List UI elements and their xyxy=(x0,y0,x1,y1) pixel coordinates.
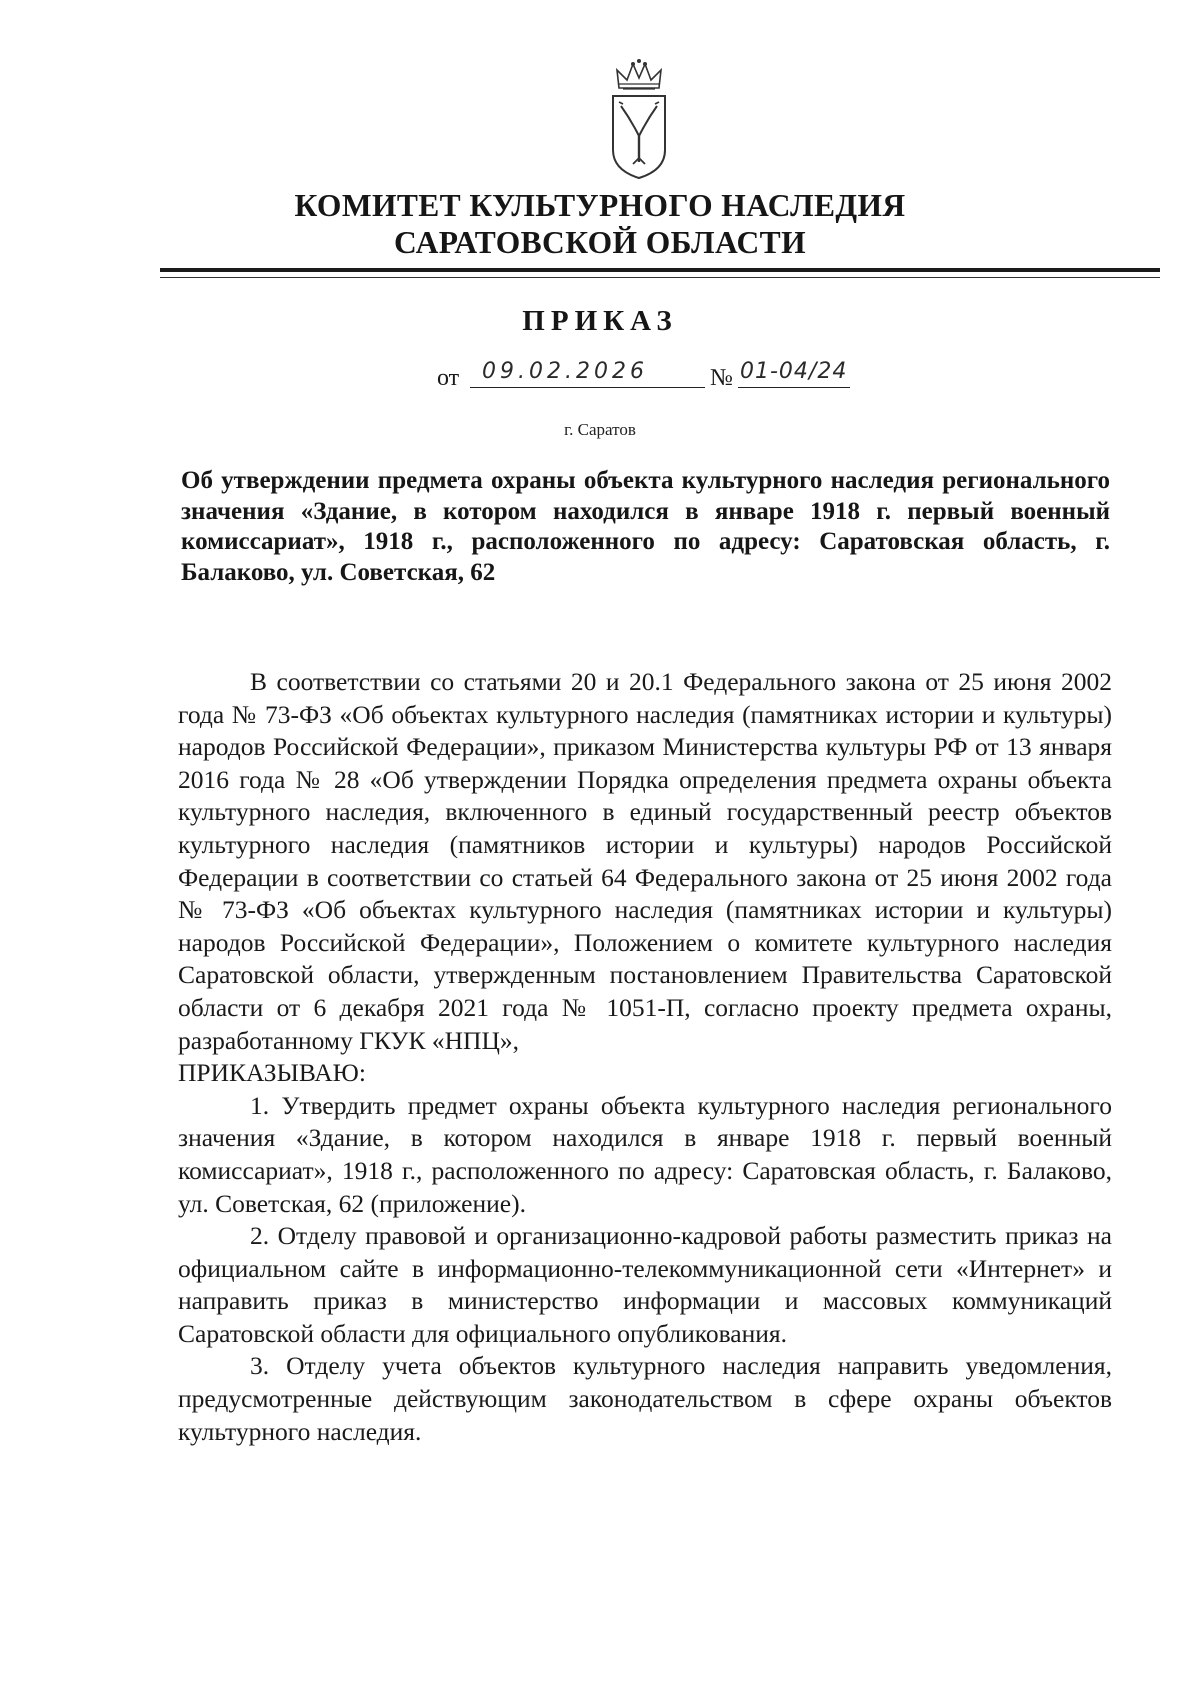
document-type: ПРИКАЗ xyxy=(522,305,678,337)
preamble-paragraph: В соответствии со статьями 20 и 20.1 Федерального закона от 25 июня 2002 года № 73-ФЗ «Об объектах культурного наследия (памятниках истории и культуры) народов Российской Федерации», приказом Министерства культуры РФ от 13 января 2016 года № 28 «Об утверждении Порядка определения предмета охраны объекта культурного наследия, включенного в единый государственный реестр объектов культурного наследия (памятников истории и культуры) народов Российской Федерации в соответствии со статьей 64 Федерального закона от 25 июня 2002 года № 73-ФЗ «Об объектах культурного наследия (памятниках истории и культуры) народов Российской Федерации», Положением о комитете культурного наследия Саратовской области, утвержденным постановлением Правительства Саратовской области от 6 декабря 2021 года № 1051-П, согласно проекту предмета охраны, разработанному ГКУК «НПЦ», xyxy=(178,667,1112,1055)
document-body xyxy=(178,666,1112,1448)
handwritten-number: 01-04/24 xyxy=(740,359,848,384)
date-number-line xyxy=(0,355,1200,395)
order-item-3: 3. Отделу учета объектов культурного наследия направить уведомления, предусмотренные действующим законодательством в сфере охраны объектов культурного наследия. xyxy=(178,1351,1112,1446)
organization-name-line-1: КОМИТЕТ КУЛЬТУРНОГО НАСЛЕДИЯ xyxy=(294,188,906,223)
order-word: ПРИКАЗЫВАЮ: xyxy=(178,1058,366,1088)
city: г. Саратов xyxy=(564,420,636,439)
header-divider-thick xyxy=(160,268,1160,272)
order-item-2: 2. Отделу правовой и организационно-кадровой работы разместить приказ на официальном сайте в информационно-телекоммуникационной сети «Интернет» и направить приказ в министерство информации и массовых коммуникаций Саратовской области для официального опубликования. xyxy=(178,1221,1112,1348)
header-divider-thin xyxy=(160,277,1160,278)
date-field xyxy=(470,359,705,388)
saratov-coat-of-arms-icon xyxy=(609,58,669,182)
number-field xyxy=(738,359,850,388)
number-prefix: № xyxy=(710,365,733,391)
date-prefix: от xyxy=(437,365,460,391)
order-item-1: 1. Утвердить предмет охраны объекта культурного наследия регионального значения «Здание, в котором находился в январе 1918 г. первый военный комиссариат», 1918 г., расположенного по адресу: Саратовская область, г. Балаково, ул. Советская, 62 (приложение). xyxy=(178,1090,1112,1218)
document-title: Об утверждении предмета охраны объекта культурного наследия регионального значения «Здание, в котором находился в январе 1918 г. первый военный комиссариат», 1918 г., расположенного по адресу: Саратовская область, г. Балаково, ул. Советская, 62 xyxy=(181,467,1110,586)
organization-name-line-2: САРАТОВСКОЙ ОБЛАСТИ xyxy=(394,225,806,260)
handwritten-date: 09.02.2026 xyxy=(482,359,648,384)
